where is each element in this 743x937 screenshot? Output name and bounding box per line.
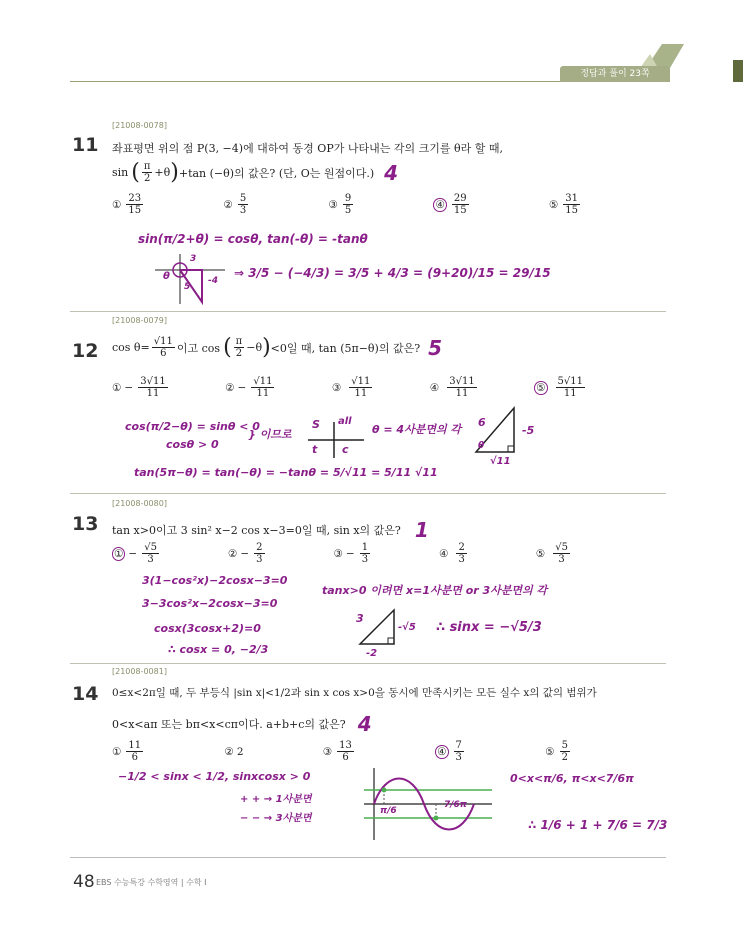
answer-page-tab: 정답과 풀이 23쪽 bbox=[560, 66, 670, 82]
note-label: √11 bbox=[490, 456, 511, 467]
option[interactable]: ⑤ $\frac{5}{2}$ bbox=[545, 740, 568, 763]
note-label: 7/6π bbox=[444, 800, 467, 810]
option[interactable]: ② 2 bbox=[224, 745, 244, 758]
problem-stem-line2: 0<x<aπ 또는 bπ<x<cπ이다. a+b+c의 값은? 4 bbox=[112, 712, 372, 736]
answer-options bbox=[112, 193, 582, 216]
option-selected[interactable]: ④ $\frac{7}{3}$ bbox=[437, 740, 462, 763]
sine-graph-sketch bbox=[360, 764, 496, 842]
answer-options bbox=[112, 376, 587, 399]
note-label: -4 bbox=[208, 276, 218, 286]
note-label: S bbox=[312, 418, 320, 431]
side-tab-marker bbox=[733, 60, 743, 82]
problem-number: 12 bbox=[72, 340, 99, 362]
answer-options bbox=[112, 740, 572, 763]
problem-divider bbox=[70, 311, 666, 312]
handwritten-answer: 4 bbox=[357, 712, 372, 736]
handwritten-answer: 4 bbox=[384, 160, 399, 185]
handwritten-note: ∴ sinx = −√5/3 bbox=[436, 620, 542, 635]
note-label: c bbox=[342, 443, 349, 456]
option[interactable]: ③ $\frac{13}{6}$ bbox=[322, 740, 352, 763]
option[interactable]: ① $\frac{23}{15}$ bbox=[112, 193, 142, 216]
option[interactable]: ② − $\frac{2}{3}$ bbox=[227, 542, 263, 565]
handwritten-note: 0<x<π/6, π<x<7/6π bbox=[510, 772, 634, 785]
handwritten-note: ∴ cosx = 0, −2/3 bbox=[168, 643, 269, 656]
handwritten-note: − − → 3사분면 bbox=[240, 813, 312, 824]
note-label: t bbox=[312, 443, 318, 456]
problem-divider bbox=[70, 663, 666, 664]
handwritten-answer: 5 bbox=[428, 335, 443, 360]
problem-code: [21008-0078] bbox=[112, 121, 167, 130]
problem-stem: 좌표평면 위의 점 P(3, −4)에 대하여 동경 OP가 나타내는 각의 크기를 θ라 할 때, bbox=[112, 142, 503, 155]
handwritten-note: tan(5π−θ) = tan(−θ) = −tanθ = 5/√11 = 5/11 √11 bbox=[134, 466, 438, 479]
option[interactable]: ③ − $\frac{1}{3}$ bbox=[333, 542, 369, 565]
option[interactable]: ④ $\frac{2}{3}$ bbox=[439, 542, 465, 565]
problem-stem: cos θ= $\frac{√11}{6}$ 이고 cos ( $\frac{\pi}{2}$ −θ ) <0일 때, tan (5π−θ)의 값은? 5 bbox=[112, 335, 443, 360]
option-selected[interactable]: ① − $\frac{√5}{3}$ bbox=[114, 542, 157, 565]
note-label: 3 bbox=[356, 612, 364, 625]
handwritten-note: −1/2 < sinx < 1/2, sinxcosx > 0 bbox=[118, 770, 311, 783]
note-label: -2 bbox=[366, 648, 378, 659]
note-label: 5 bbox=[184, 282, 191, 292]
problem-code: [21008-0081] bbox=[112, 667, 167, 676]
leaf-ornament-icon bbox=[640, 42, 688, 68]
note-label: 6 bbox=[478, 416, 486, 429]
footer-rule bbox=[70, 857, 666, 858]
problem-number: 13 bbox=[72, 513, 99, 535]
handwritten-note: cosx(3cosx+2)=0 bbox=[154, 622, 261, 635]
option[interactable]: ① $\frac{11}{6}$ bbox=[112, 740, 142, 763]
problem-stem: 0≤x<2π일 때, 두 부등식 |sin x|<1/2과 sin x cos x>0을 동시에 만족시키는 모든 실수 x의 값의 범위가 bbox=[112, 687, 597, 699]
option[interactable]: ⑤ $\frac{31}{15}$ bbox=[548, 193, 578, 216]
option[interactable]: ③ $\frac{√11}{11}$ bbox=[331, 376, 371, 399]
problem-code: [21008-0079] bbox=[112, 316, 167, 325]
note-label: θ bbox=[478, 441, 485, 451]
handwritten-note: cosθ > 0 bbox=[166, 438, 219, 451]
option-selected[interactable]: ⑤ $\frac{5√11}{11}$ bbox=[536, 376, 583, 399]
option[interactable]: ③ $\frac{9}{5}$ bbox=[328, 193, 352, 216]
answer-options bbox=[112, 542, 572, 565]
note-label: all bbox=[338, 416, 352, 427]
option[interactable]: ② − $\frac{√11}{11}$ bbox=[225, 376, 273, 399]
option[interactable]: ② $\frac{5}{3}$ bbox=[223, 193, 247, 216]
note-label: -√5 bbox=[398, 622, 416, 633]
right-triangle-sketch bbox=[358, 608, 398, 648]
option-selected[interactable]: ④ $\frac{29}{15}$ bbox=[435, 193, 467, 216]
handwritten-note: ∴ 1/6 + 1 + 7/6 = 7/3 bbox=[528, 818, 668, 832]
note-label: θ bbox=[163, 271, 170, 282]
handwritten-note: ⇒ 3/5 − (−4/3) = 3/5 + 4/3 = (9+20)/15 = 29/15 bbox=[234, 266, 551, 280]
problem-number: 11 bbox=[72, 134, 99, 156]
handwritten-note: } 이므로 bbox=[248, 428, 292, 441]
handwritten-note: + + → 1사분면 bbox=[240, 794, 312, 805]
problem-divider bbox=[70, 493, 666, 494]
option[interactable]: ⑤ $\frac{√5}{3}$ bbox=[535, 542, 568, 565]
problem-code: [21008-0080] bbox=[112, 499, 167, 508]
note-label: -5 bbox=[522, 424, 535, 437]
problem-stem-line2: sin ( $\frac{\pi}{2}$ +θ ) +tan (−θ)의 값은? (단, O는 원점이다.) 4 bbox=[112, 160, 399, 185]
handwritten-note: cos(π/2−θ) = sinθ < 0 bbox=[125, 420, 260, 433]
problem-stem: tan x>0이고 3 sin² x−2 cos x−3=0일 때, sin x의 값은? 1 bbox=[112, 518, 429, 542]
handwritten-answer: 1 bbox=[414, 518, 429, 542]
handwritten-note: 3(1−cos²x)−2cosx−3=0 bbox=[142, 574, 288, 587]
handwritten-note: sin(π/2+θ) = cosθ, tan(-θ) = -tanθ bbox=[138, 232, 368, 246]
footer-title: EBS 수능특강 수학영역 | 수학 Ⅰ bbox=[96, 878, 207, 887]
page-number: 48 bbox=[73, 872, 95, 892]
note-label: 3 bbox=[190, 254, 197, 264]
option[interactable]: ① − $\frac{3√11}{11}$ bbox=[112, 376, 166, 399]
handwritten-note: tanx>0 이려면 x=1사분면 or 3사분면의 각 bbox=[322, 584, 548, 597]
handwritten-note: θ = 4사분면의 각 bbox=[372, 423, 462, 436]
note-label: π/6 bbox=[380, 806, 397, 816]
option[interactable]: ④ $\frac{3√11}{11}$ bbox=[429, 376, 475, 399]
problem-number: 14 bbox=[72, 683, 99, 705]
handwritten-note: 3−3cos²x−2cosx−3=0 bbox=[142, 597, 278, 610]
